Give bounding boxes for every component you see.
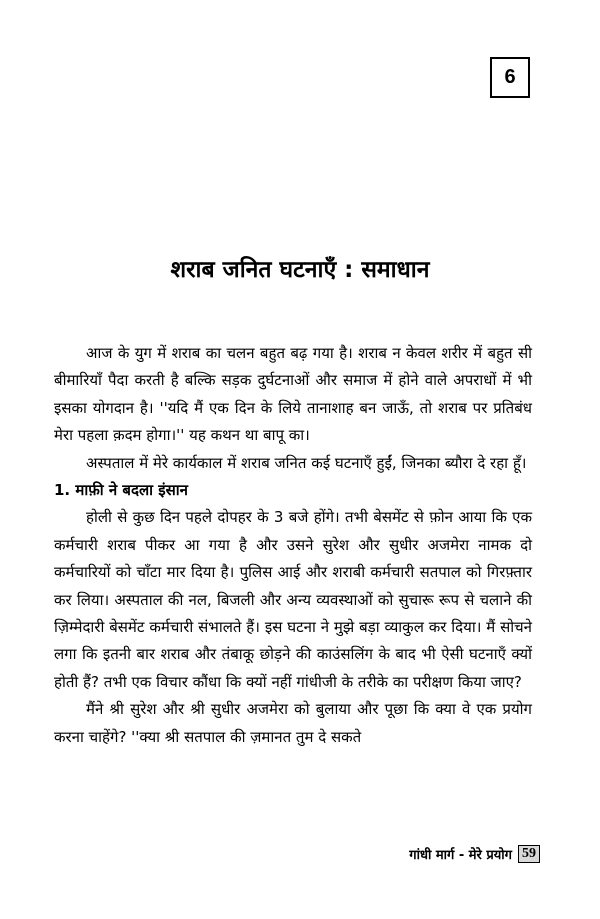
section-heading: 1. माफ़ी ने बदला इंसान: [54, 481, 188, 500]
paragraph: मैंने श्री सुरेश और श्री सुधीर अजमेरा को बुलाया और पूछा कि क्या वे एक प्रयोग करना चाहेंगे? ''क्या श्री सतपाल की ज़मानत तुम दे सकते: [54, 700, 532, 746]
paragraph: होली से कुछ दिन पहले दोपहर के 3 बजे होंगे। तभी बेसमेंट से फ़ोन आया कि एक कर्मचारी शराब पीकर आ गया है और उसने सुरेश और सुधीर अजमेरा नामक दो कर्मचारियों को चाँटा मार दिया है। पुलिस आई और शराबी कर्मचारी सतपाल को गिरफ़्तार कर लिया। अस्पताल की नल, बिजली और अन्य व्यवस्थाओं को सुचारू रूप से चलाने की ज़िम्मेदारी बेसमेंट कर्मचारी संभालते हैं। इस घटना ने मुझे बड़ा व्याकुल कर दिया। मैं सोचने लगा कि इतनी बार शराब और तंबाकू छोड़ने की काउंसलिंग के बाद भी ऐसी घटनाएँ क्यों होती हैं? तभी एक विचार कौंधा कि क्यों नहीं गांधीजी के तरीके का परीक्षण किया जाए?: [54, 508, 532, 691]
page-number: 59: [518, 845, 540, 863]
chapter-title: शराब जनित घटनाएँ : समाधान: [170, 257, 430, 283]
chapter-body: [54, 340, 532, 751]
page-footer: [370, 843, 540, 865]
chapter-number: 6: [504, 66, 516, 88]
chapter-number-box: [490, 57, 530, 98]
footer-book-title: गांधी मार्ग - मेरे प्रयोग: [409, 848, 512, 863]
paragraph: अस्पताल में मेरे कार्यकाल में शराब जनित कई घटनाएँ हुईं, जिनका ब्यौरा दे रहा हूँ।: [86, 453, 527, 472]
paragraph: आज के युग में शराब का चलन बहुत बढ़ गया है। शराब न केवल शरीर में बहुत सी बीमारियाँ पैदा करती है बल्कि सड़क दुर्घटनाओं और समाज में होने वाले अपराधों में भी इसका योगदान है। ''यदि मैं एक दिन के लिये तानाशाह बन जाऊँ, तो शराब पर प्रतिबंध मेरा पहला क़दम होगा।'' यह कथन था बापू का।: [54, 344, 532, 445]
